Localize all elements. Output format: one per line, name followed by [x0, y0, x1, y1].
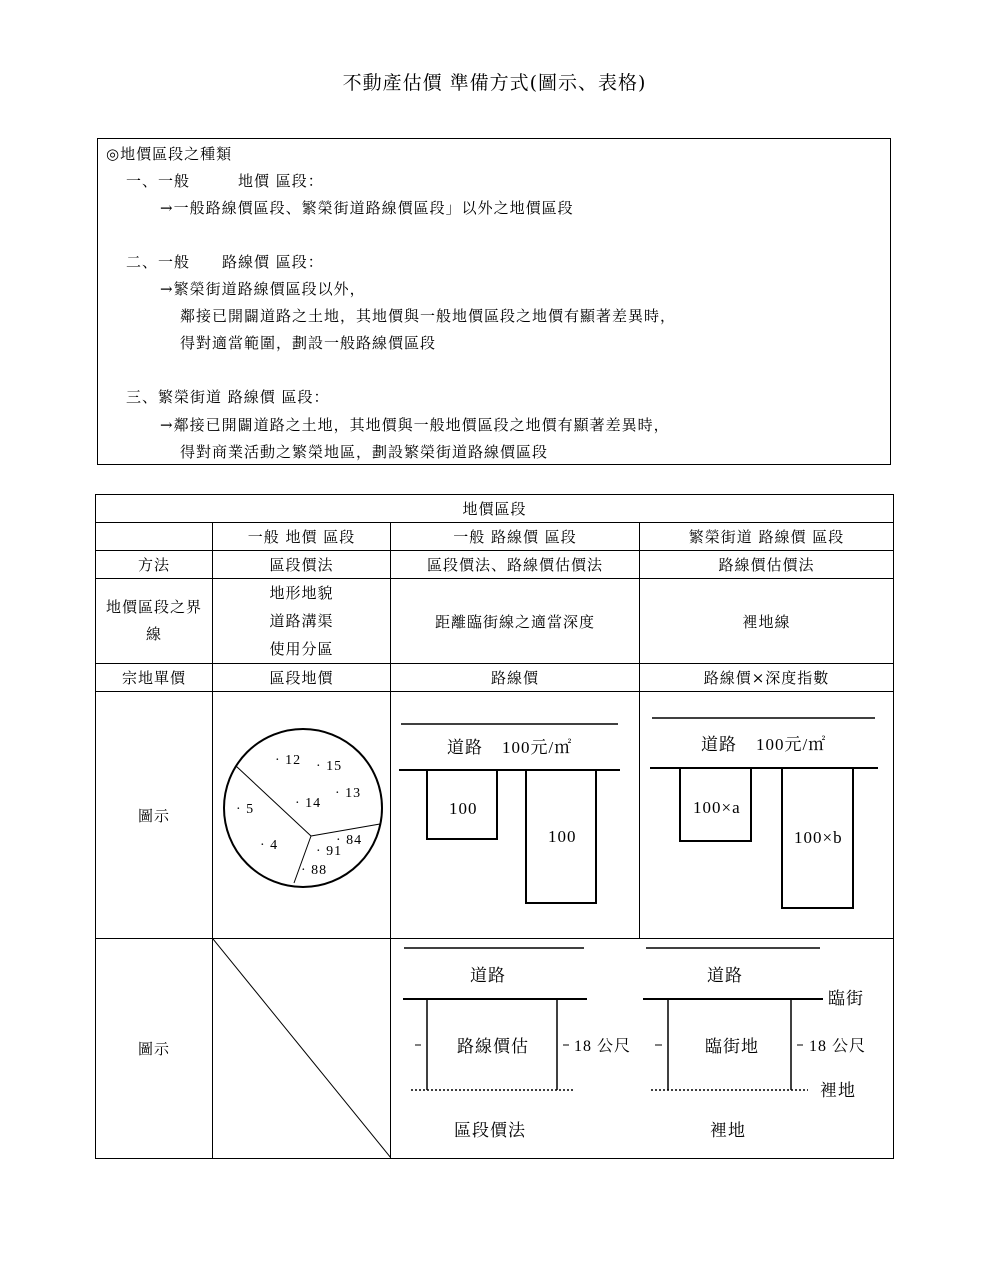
section-line-6: 得對適當範圍，劃設一般路線價區段: [180, 334, 437, 352]
right-box-label: 臨街地: [705, 1037, 759, 1056]
boundary-item-zoning: 使用分區: [269, 640, 334, 658]
road-label-2: 道路: [701, 735, 737, 754]
zone-circle-figure: [213, 692, 391, 938]
plot-b: 100: [548, 827, 577, 846]
figure-circle-cell: [213, 692, 391, 939]
row-method-label: 方法: [96, 551, 213, 579]
figure-general-road-cell: [391, 692, 640, 939]
row-boundary-label: [96, 579, 213, 664]
section-line-1: 一、一般 地價 區段：: [126, 172, 324, 190]
boundary-item-terrain: 地形地貌: [269, 584, 334, 602]
point-14: · 14: [295, 796, 322, 811]
row-unitprice-c2: 路線價: [391, 664, 640, 692]
boundary-item-road: 道路溝渠: [269, 612, 334, 630]
section-line-3: 二、一般 路線價 區段：: [126, 253, 324, 271]
point-4: · 4: [260, 838, 279, 853]
road-label-right: 道路: [707, 966, 743, 985]
figure2-empty-cell: [213, 939, 391, 1159]
road-label-1: 道路: [447, 738, 483, 757]
header-prosperous-road: 繁榮街道 路線價 區段: [640, 523, 894, 551]
left-caption: 區段價法: [454, 1121, 526, 1140]
row-boundary-label-text: 地價區段之界線: [105, 598, 202, 643]
section-line-8: →鄰接已開闢道路之土地，其地價與一般地價區段之地價有顯著差異時，: [160, 416, 670, 434]
road-label-left: 道路: [470, 966, 506, 985]
row-method-c2: 區段價法、路線價估價法: [391, 551, 640, 579]
plot-a: 100: [449, 799, 478, 818]
point-91: · 91: [316, 844, 343, 859]
page-title: 不動產估價 準備方式(圖示、表格): [342, 72, 647, 94]
section-line-7: 三、繁榮街道 路線價 區段：: [126, 388, 330, 406]
point-13: · 13: [335, 786, 362, 801]
row-boundary-c3: 裡地線: [640, 579, 894, 664]
depth-figure: [391, 939, 894, 1158]
point-12: · 12: [275, 753, 302, 768]
point-5: · 5: [236, 802, 255, 817]
road-price-2: 100元/㎡: [756, 735, 827, 754]
section-line-2: →一般路線價區段、繁榮街道路線價區段」以外之地價區段: [160, 199, 574, 217]
left-box-label: 路線價估: [457, 1037, 529, 1056]
header-empty: [96, 523, 213, 551]
left-depth-label: 18 公尺: [574, 1038, 632, 1055]
diagonal-line: [213, 939, 391, 1158]
plot-d: 100×b: [794, 828, 843, 847]
point-84: · 84: [336, 833, 363, 848]
section-box: [97, 138, 891, 465]
point-88: · 88: [301, 863, 328, 878]
section-line-4: →繁榮街道路線價區段以外，: [160, 280, 366, 298]
section-line-9: 得對商業活動之繁榮地區，劃設繁榮街道路線價區段: [180, 443, 549, 461]
right-depth-label: 18 公尺: [809, 1038, 867, 1055]
header-general-road: 一般 路線價 區段: [391, 523, 640, 551]
right-back-label: 裡地: [820, 1081, 856, 1100]
right-caption: 裡地: [710, 1121, 746, 1140]
figure-prosperous-road-cell: [640, 692, 894, 939]
road-price-1: 100元/㎡: [502, 738, 573, 757]
row-unitprice-c3: 路線價×深度指數: [640, 664, 894, 692]
row-boundary-c2: 距離臨街線之適當深度: [391, 579, 640, 664]
figure2-cell: [391, 939, 894, 1159]
row-method-c1: 區段價法: [213, 551, 391, 579]
row-method-c3: 路線價估價法: [640, 551, 894, 579]
plot-c: 100×a: [693, 798, 741, 817]
section-line-5: 鄰接已開闢道路之土地，其地價與一般地價區段之地價有顯著差異時，: [180, 307, 677, 325]
section-heading: ◎地價區段之種類: [106, 145, 233, 163]
table-title: 地價區段: [96, 495, 894, 523]
row-unitprice-c1: 區段地價: [213, 664, 391, 692]
right-front-label: 臨街: [828, 989, 864, 1008]
row-boundary-c1: [213, 579, 391, 664]
row-figure2-label: 圖示: [96, 939, 213, 1159]
land-price-table: [95, 494, 894, 1159]
point-15: · 15: [316, 759, 343, 774]
general-road-figure: [391, 692, 640, 938]
row-figure-label: 圖示: [96, 692, 213, 939]
row-unitprice-label: 宗地單價: [96, 664, 213, 692]
prosperous-road-figure: [640, 692, 894, 938]
header-general-land: 一般 地價 區段: [213, 523, 391, 551]
